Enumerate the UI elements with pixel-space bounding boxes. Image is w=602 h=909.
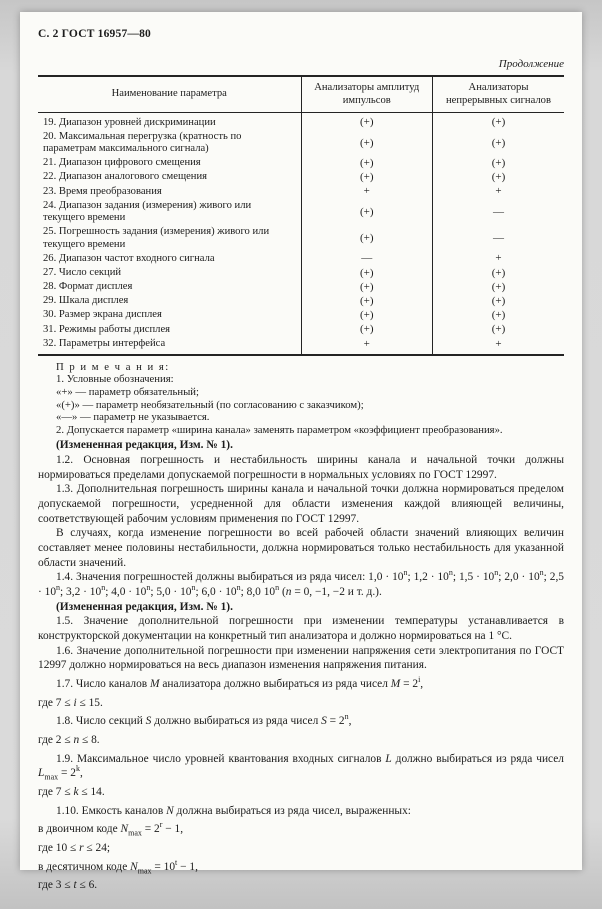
notes-title: П р и м е ч а н и я: [56,360,170,373]
pulse-value-cell: (+) [301,266,433,280]
pulse-value-cell: (+) [301,294,433,308]
col-header-continuous: Анализаторы непрерывных сигналов [433,76,565,113]
table-row [38,130,564,156]
table-row [38,171,564,185]
note-line: 2. Допускается параметр «ширина канала» заменять параметром «коэффициент преобразования». [56,423,503,436]
paragraph-1-5: 1.5. Значение дополнительной погрешности при изменении температуры устанавливается в конструкторской документации на конкретный тип анализатора и должно нормироваться на 1 °С. [38,615,564,642]
continuous-value-cell: — [433,225,565,251]
paragraph-1-3: 1.3. Дополнительная погрешность ширины канала и начальной точки должна нормироваться пределом допускаемой погрешности, усредненной для области изменения каждой влияющей величины, соответствующей рабочим условиям применения по ГОСТ 12997. [38,483,564,525]
pulse-value-cell: + [301,337,433,355]
page-header: С. 2 ГОСТ 16957—80 [38,28,151,40]
pulse-value-cell: (+) [301,323,433,337]
continuous-value-cell: — [433,199,565,225]
param-name-cell: 31. Режимы работы дисплея [43,323,171,335]
notes-lines [38,373,564,436]
continuation-label: Продолжение [498,58,564,70]
where-line: где 2 ≤ n ≤ 8. [38,733,100,746]
table-row [38,294,564,308]
col-header-name: Наименование параметра [38,76,301,113]
where-line: где 7 ≤ i ≤ 15. [38,696,103,709]
parameters-table [38,75,564,356]
pulse-value-cell: (+) [301,130,433,156]
param-name-cell: 27. Число секций [43,266,122,278]
param-name-cell: 32. Параметры интерфейса [43,337,166,349]
continuous-value-cell: (+) [433,171,565,185]
table-row [38,113,564,130]
pulse-value-cell: (+) [301,225,433,251]
paragraph-1-8: 1.8. Число секций S должно выбираться из ряда чисел $S = 2^n$, [56,712,352,728]
table-header [38,76,564,113]
continuous-value-cell: (+) [433,157,565,171]
table-row [38,337,564,355]
param-name-cell: 22. Диапазон аналогового смещения [43,171,208,183]
paragraph-1-9: 1.9. Максимальное число уровней квантования входных сигналов L должно выбираться из ряда чисел $L_{max} = 2^k$, [38,752,564,782]
table-row [38,157,564,171]
formula-line: в двоичном коде $N_{max} = 2^r - 1$, [38,820,184,838]
continuous-value-cell: + [433,185,565,199]
continuous-value-cell: (+) [433,113,565,130]
document-body [38,438,564,892]
continuous-value-cell: (+) [433,280,565,294]
continuous-value-cell: (+) [433,294,565,308]
param-name-cell: 29. Шкала дисплея [43,295,129,307]
pulse-value-cell: + [301,185,433,199]
table-row [38,225,564,251]
pulse-value-cell: (+) [301,171,433,185]
where-line: где 10 ≤ r ≤ 24; [38,841,111,854]
note-line: 1. Условные обозначения: [56,373,174,386]
param-name-cell: 21. Диапазон цифрового смещения [43,157,201,169]
paragraph-1-4: 1.4. Значения погрешностей должны выбираться из ряда чисел: $1,0 \cdot 10^n$; $1,2 \cdot 10^n$; $1,5 \cdot 10^n$; $2,0 \cdot 10^n$; $2,5 \cdot 10^n$; $3,2 \cdot 10^n$; $4,0 \cdot 10^n$; $5,0 \cdot 10^n$; $6,0 \cdot 10^n$; 8,0 10$^n$ (n = 0, −1, −2 и т. д.). [38,568,564,598]
param-name-cell: 23. Время преобразования [43,185,162,197]
note-line: «+» — параметр обязательный; [56,385,199,398]
where-line: где 7 ≤ k ≤ 14. [38,785,105,798]
amendment-note: (Измененная редакция, Изм. № 1). [56,600,233,613]
col-header-pulse: Анализаторы амплитуд импульсов [301,76,433,113]
param-name-cell: 19. Диапазон уровней дискриминации [43,116,216,128]
pulse-value-cell: — [301,252,433,266]
table-row [38,266,564,280]
param-name-cell: 24. Диапазон задания (измерения) живого или текущего времени [43,199,252,224]
continuous-value-cell: + [433,337,565,355]
table-row [38,199,564,225]
pulse-value-cell: (+) [301,309,433,323]
param-name-cell: 30. Размер экрана дисплея [43,309,162,321]
table-row [38,309,564,323]
pulse-value-cell: (+) [301,280,433,294]
notes-section [38,361,564,437]
paragraph-1-3a: В случаях, когда изменение погрешности во всей рабочей области значений влияющих величин составляет менее половины нестабильности, должна нормироваться только нестабильность для указанной области значений. [38,527,564,569]
note-line: «—» — параметр не указывается. [56,411,210,424]
continuous-value-cell: (+) [433,323,565,337]
continuous-value-cell: (+) [433,309,565,323]
continuous-value-cell: (+) [433,266,565,280]
param-name-cell: 25. Погрешность задания (измерения) живого или текущего времени [43,225,270,250]
note-line: «(+)» — параметр необязательный (по согласованию с заказчиком); [56,398,364,411]
page [20,12,582,892]
continuous-value-cell: (+) [433,130,565,156]
continuous-value-cell: + [433,252,565,266]
amendment-note: (Измененная редакция, Изм. № 1). [56,439,233,452]
table-row [38,280,564,294]
paragraph-1-7: 1.7. Число каналов M анализатора должно выбираться из ряда чисел $M = 2^i$, [56,675,424,690]
param-name-cell: 20. Максимальная перегрузка (кратность по параметрам максимального сигнала) [43,130,242,155]
paragraph-1-6: 1.6. Значение дополнительной погрешности при изменении напряжения сети электропитания по ГОСТ 12997 должно нормироваться на весь диапазон изменения напряжения питания. [38,644,564,672]
param-name-cell: 26. Диапазон частот входного сигнала [43,252,215,264]
paragraph-1-2: 1.2. Основная погрешность и нестабильность ширины канала и начальной точки должны нормироваться пределами допускаемой погрешности в нормальных условиях по ГОСТ 12997. [38,454,564,481]
pulse-value-cell: (+) [301,113,433,130]
param-name-cell: 28. Формат дисплея [43,280,133,292]
parameters-table-body [38,113,564,355]
where-line: где 3 ≤ t ≤ 6. [38,879,98,892]
table-row [38,323,564,337]
table-row [38,252,564,266]
paragraph-1-10: 1.10. Емкость каналов N должна выбираться из ряда чисел, выраженных: [56,804,411,817]
formula-line: в десятичном коде $N_{max} = 10^t - 1$, [38,857,198,875]
table-row [38,185,564,199]
pulse-value-cell: (+) [301,199,433,225]
pulse-value-cell: (+) [301,157,433,171]
